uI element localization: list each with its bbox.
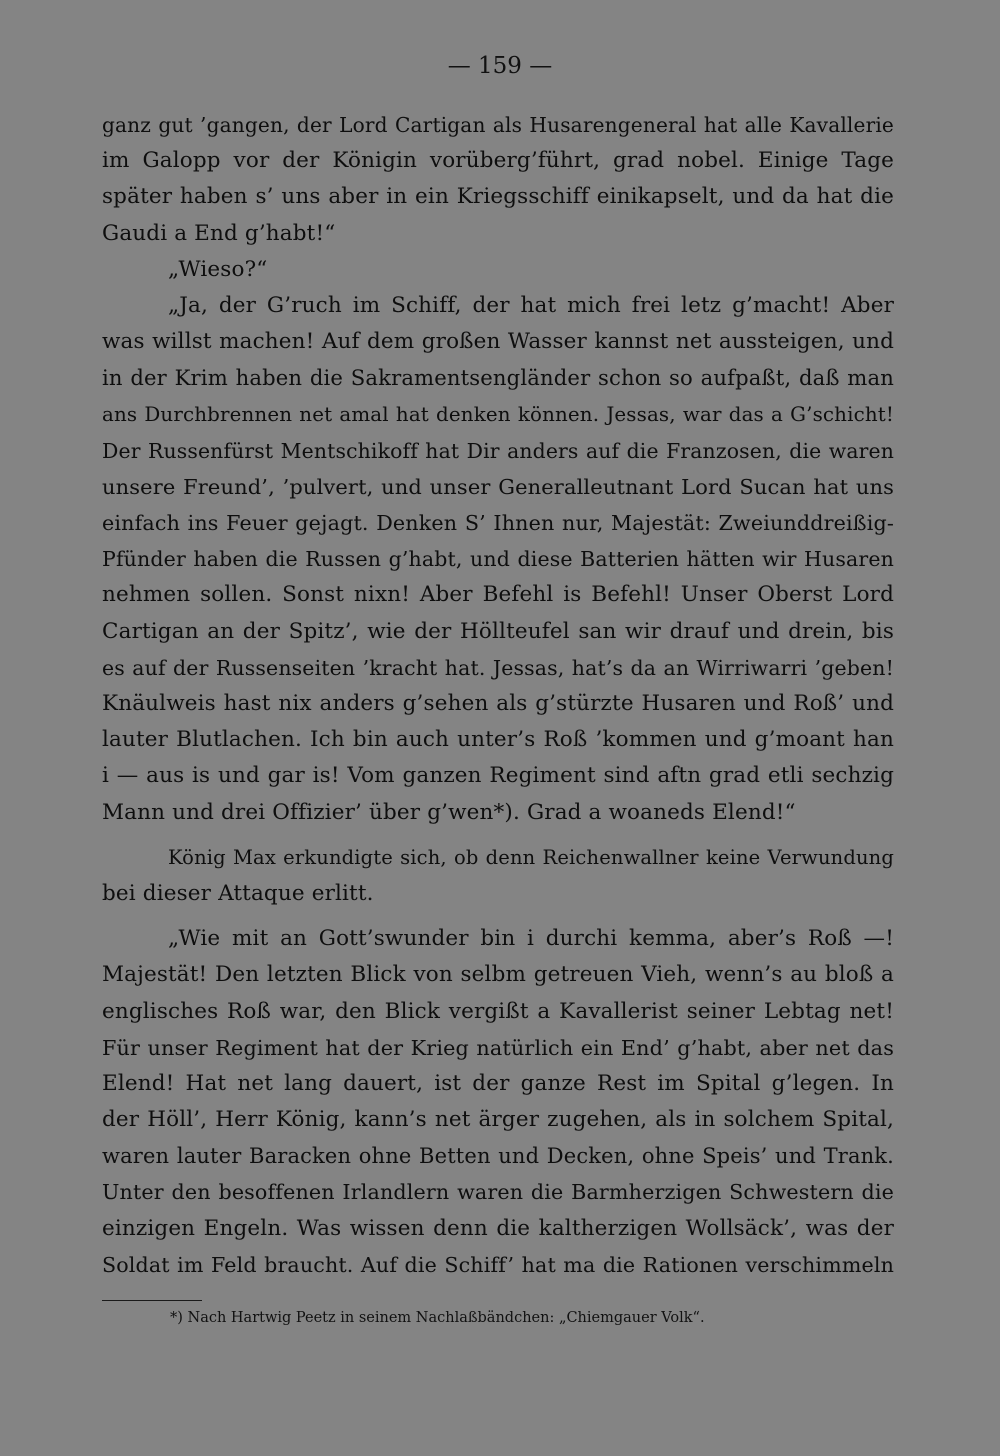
body-text <box>102 107 894 1283</box>
text-line: Unter den besoffenen Irlandlern waren die Barmherzigen Schwestern die <box>102 1180 894 1205</box>
text-line: Der Russenfürst Mentschikoff hat Dir anders auf die Franzosen, die waren <box>102 438 894 463</box>
text-line: Elend! Hat net lang dauert, ist der ganze Rest im Spital g’legen. In <box>102 1070 894 1096</box>
text-line: einfach ins Feuer gejagt. Denken S’ Ihnen nur, Majestät: Zweiunddreißig- <box>102 511 894 536</box>
text-line: Gaudi a End g’habt!“ <box>102 220 336 246</box>
text-line: Pfünder haben die Russen g’habt, und diese Batterien hätten wir Husaren <box>102 547 894 572</box>
text-line: Mann und drei Offizier’ über g’wen*). Grad a woaneds Elend!“ <box>102 799 796 825</box>
text-line: Knäulweis hast nix anders g’sehen als g’stürzte Husaren und Roß’ und <box>102 691 894 716</box>
text-line: ganz gut ’gangen, der Lord Cartigan als Husarengeneral hat alle Kavallerie <box>102 113 894 137</box>
text-line: König Max erkundigte sich, ob denn Reichenwallner keine Verwundung <box>168 845 894 869</box>
text-line: ans Durchbrennen net amal hat denken können. Jessas, war das a G’schicht! <box>102 402 894 426</box>
text-line: was willst machen! Auf dem großen Wasser kannst net aussteigen, und <box>102 329 894 355</box>
paragraph <box>102 921 894 1283</box>
text-line: nehmen sollen. Sonst nixn! Aber Befehl is Befehl! Unser Oberst Lord <box>102 582 894 608</box>
text-line: später haben s’ uns aber in ein Kriegsschiff einikapselt, und da hat die <box>102 184 894 210</box>
paragraph <box>102 840 894 912</box>
paragraph-gap <box>102 831 894 840</box>
text-line: „Wieso?“ <box>168 256 268 282</box>
text-line: lauter Blutlachen. Ich bin auch unter’s Roß ’kommen und g’moant han <box>102 727 894 753</box>
text-line: im Galopp vor der Königin vorüberg’führt, grad nobel. Einige Tage <box>102 148 894 174</box>
footnote: *) Nach Hartwig Peetz in seinem Nachlaßbändchen: „Chiemgauer Volk“. <box>170 1310 705 1326</box>
text-line: „Wie mit an Gott’swunder bin i durchi kemma, aber’s Roß —! <box>168 926 894 952</box>
text-line: in der Krim haben die Sakramentsengländer schon so aufpaßt, daß man <box>102 365 894 391</box>
text-line: bei dieser Attaque erlitt. <box>102 880 374 906</box>
paragraph-gap <box>102 912 894 921</box>
text-line: Cartigan an der Spitz’, wie der Höllteufel san wir drauf und drein, bis <box>102 618 894 644</box>
text-line: unsere Freund’, ’pulvert, und unser Generalleutnant Lord Sucan hat uns <box>102 474 894 499</box>
page-number: — 159 — <box>447 53 553 79</box>
text-line: i — aus is und gar is! Vom ganzen Regiment sind aftn grad etli sechzig <box>102 763 894 789</box>
paragraph <box>102 252 894 288</box>
text-line: Majestät! Den letzten Blick von selbm getreuen Vieh, wenn’s au bloß a <box>102 962 894 988</box>
paragraph <box>102 107 894 252</box>
text-line: „Ja, der G’ruch im Schiff, der hat mich frei letz g’macht! Aber <box>168 292 894 318</box>
text-line: waren lauter Baracken ohne Betten und Decken, ohne Speis’ und Trank. <box>102 1144 894 1169</box>
text-line: der Höll’, Herr König, kann’s net ärger zugehen, als in solchem Spital, <box>102 1107 894 1133</box>
text-line: Soldat im Feld braucht. Auf die Schiff’ hat ma die Rationen verschimmeln <box>102 1252 894 1277</box>
text-line: englisches Roß war, den Blick vergißt a Kavallerist seiner Lebtag net! <box>102 998 894 1024</box>
paragraph <box>102 288 894 831</box>
footnote-divider <box>102 1300 202 1301</box>
text-line: einzigen Engeln. Was wissen denn die kaltherzigen Wollsäck’, was der <box>102 1215 894 1241</box>
text-line: Für unser Regiment hat der Krieg natürlich ein End’ g’habt, aber net das <box>102 1035 894 1060</box>
text-line: es auf der Russenseiten ’kracht hat. Jessas, hat’s da an Wirriwarri ’geben! <box>102 655 894 680</box>
